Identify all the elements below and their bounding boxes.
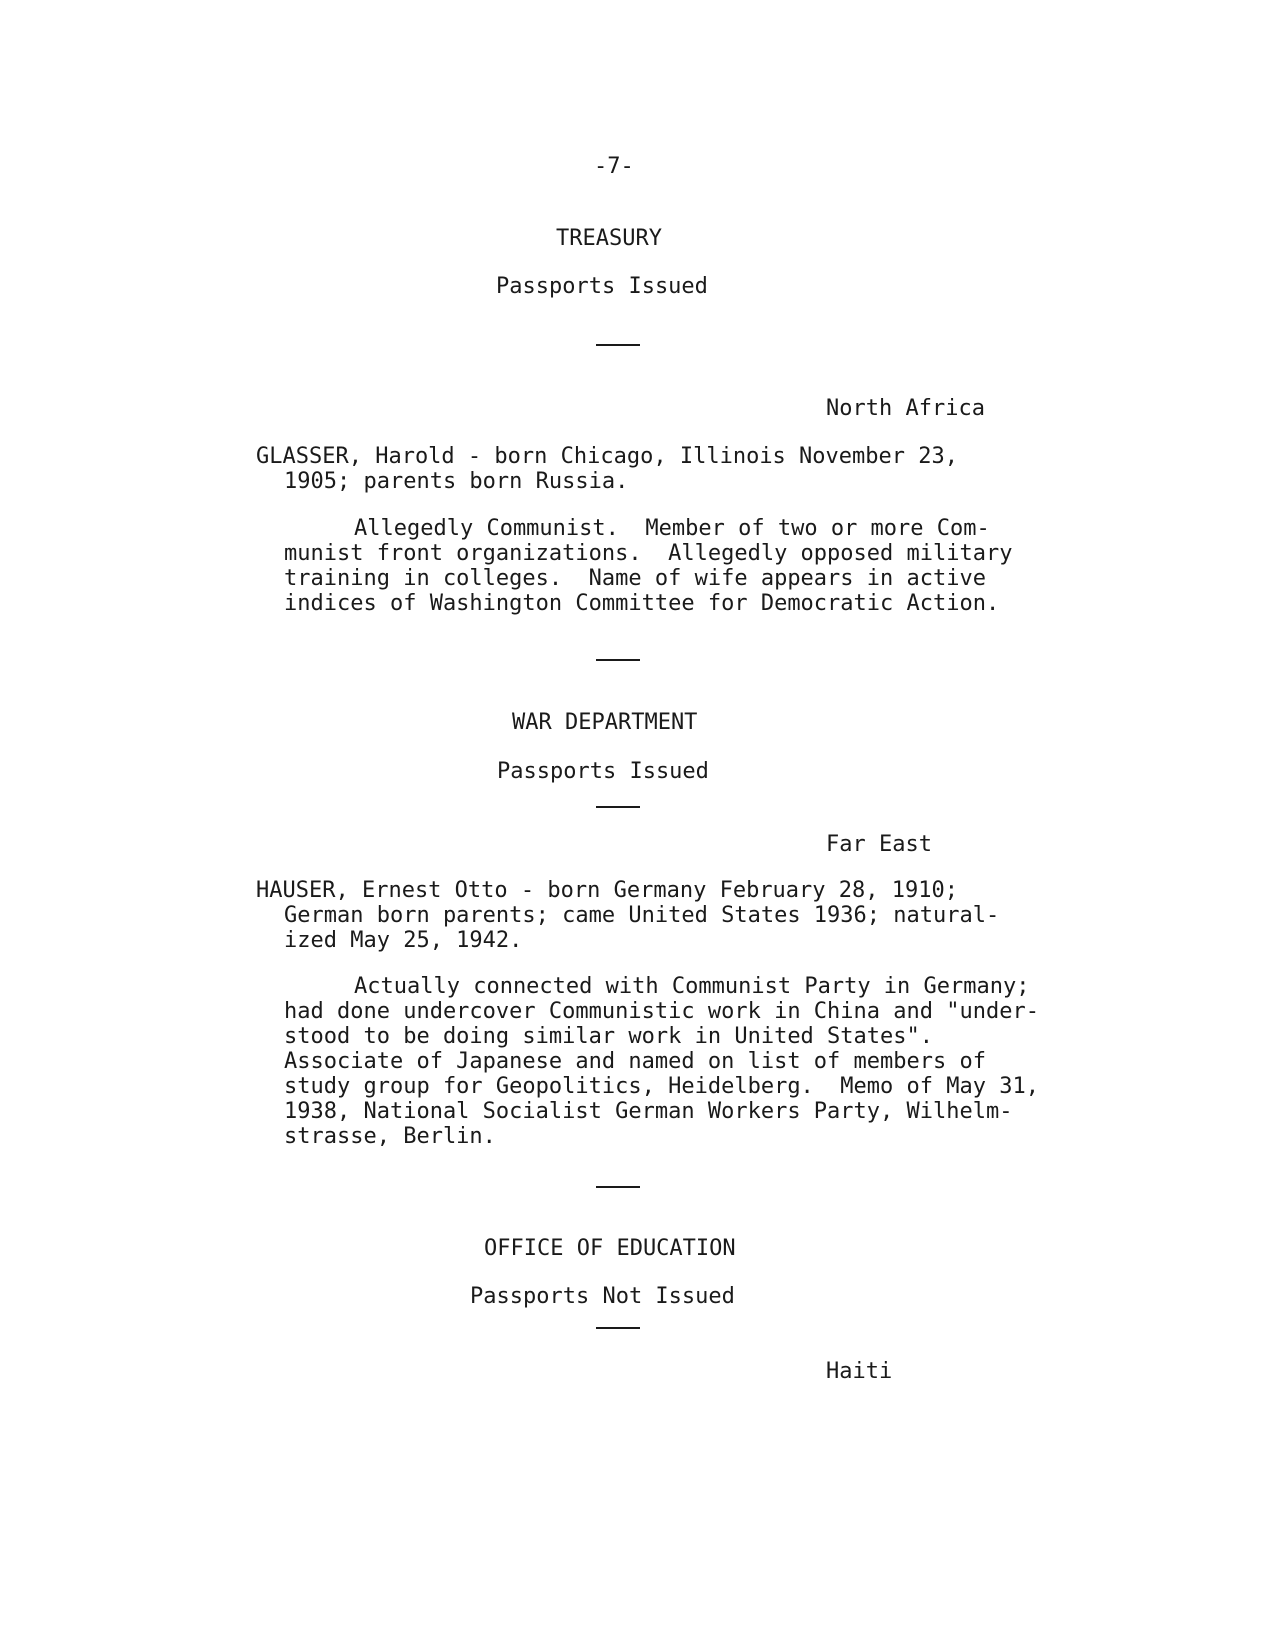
divider <box>596 1327 640 1329</box>
entry-line: 1905; parents born Russia. <box>284 469 629 494</box>
entry-header-hauser <box>256 878 999 953</box>
region-north-africa: North Africa <box>826 396 985 421</box>
entry-line: training in colleges. Name of wife appears in active <box>284 566 986 591</box>
entry-body-hauser <box>284 974 1039 1149</box>
page-number: -7- <box>594 154 634 179</box>
section-status-office-of-education: Passports Not Issued <box>470 1284 735 1309</box>
entry-line: 1938, National Socialist German Workers Party, Wilhelm- <box>284 1099 1013 1124</box>
entry-line: munist front organizations. Allegedly opposed military <box>284 541 1013 566</box>
divider <box>596 1186 640 1188</box>
section-status-war-department: Passports Issued <box>497 759 709 784</box>
entry-line: German born parents; came United States 1936; natural- <box>284 903 1000 928</box>
section-status-treasury: Passports Issued <box>496 274 708 299</box>
entry-line: ized May 25, 1942. <box>284 928 523 953</box>
entry-line: study group for Geopolitics, Heidelberg. Memo of May 31, <box>284 1074 1039 1099</box>
entry-line: HAUSER, Ernest Otto - born Germany February 28, 1910; <box>256 878 958 903</box>
entry-line: Allegedly Communist. Member of two or more Com- <box>354 516 990 541</box>
entry-line: stood to be doing similar work in United States". <box>284 1024 934 1049</box>
entry-line: GLASSER, Harold - born Chicago, Illinois November 23, <box>256 444 958 469</box>
entry-body-glasser <box>284 516 1012 616</box>
region-haiti: Haiti <box>826 1359 893 1384</box>
section-heading-treasury: TREASURY <box>556 226 662 251</box>
entry-header-glasser <box>256 444 958 494</box>
entry-line: had done undercover Communistic work in China and "under- <box>284 999 1039 1024</box>
section-heading-war-department: WAR DEPARTMENT <box>512 710 698 735</box>
entry-line: Actually connected with Communist Party in Germany; <box>354 974 1030 999</box>
entry-line: strasse, Berlin. <box>284 1124 496 1149</box>
section-heading-office-of-education: OFFICE OF EDUCATION <box>484 1236 736 1261</box>
divider <box>596 806 640 808</box>
region-far-east: Far East <box>826 832 932 857</box>
entry-line: indices of Washington Committee for Democratic Action. <box>284 591 1000 616</box>
entry-line: Associate of Japanese and named on list of members of <box>284 1049 986 1074</box>
divider <box>596 659 640 661</box>
divider <box>596 344 640 346</box>
